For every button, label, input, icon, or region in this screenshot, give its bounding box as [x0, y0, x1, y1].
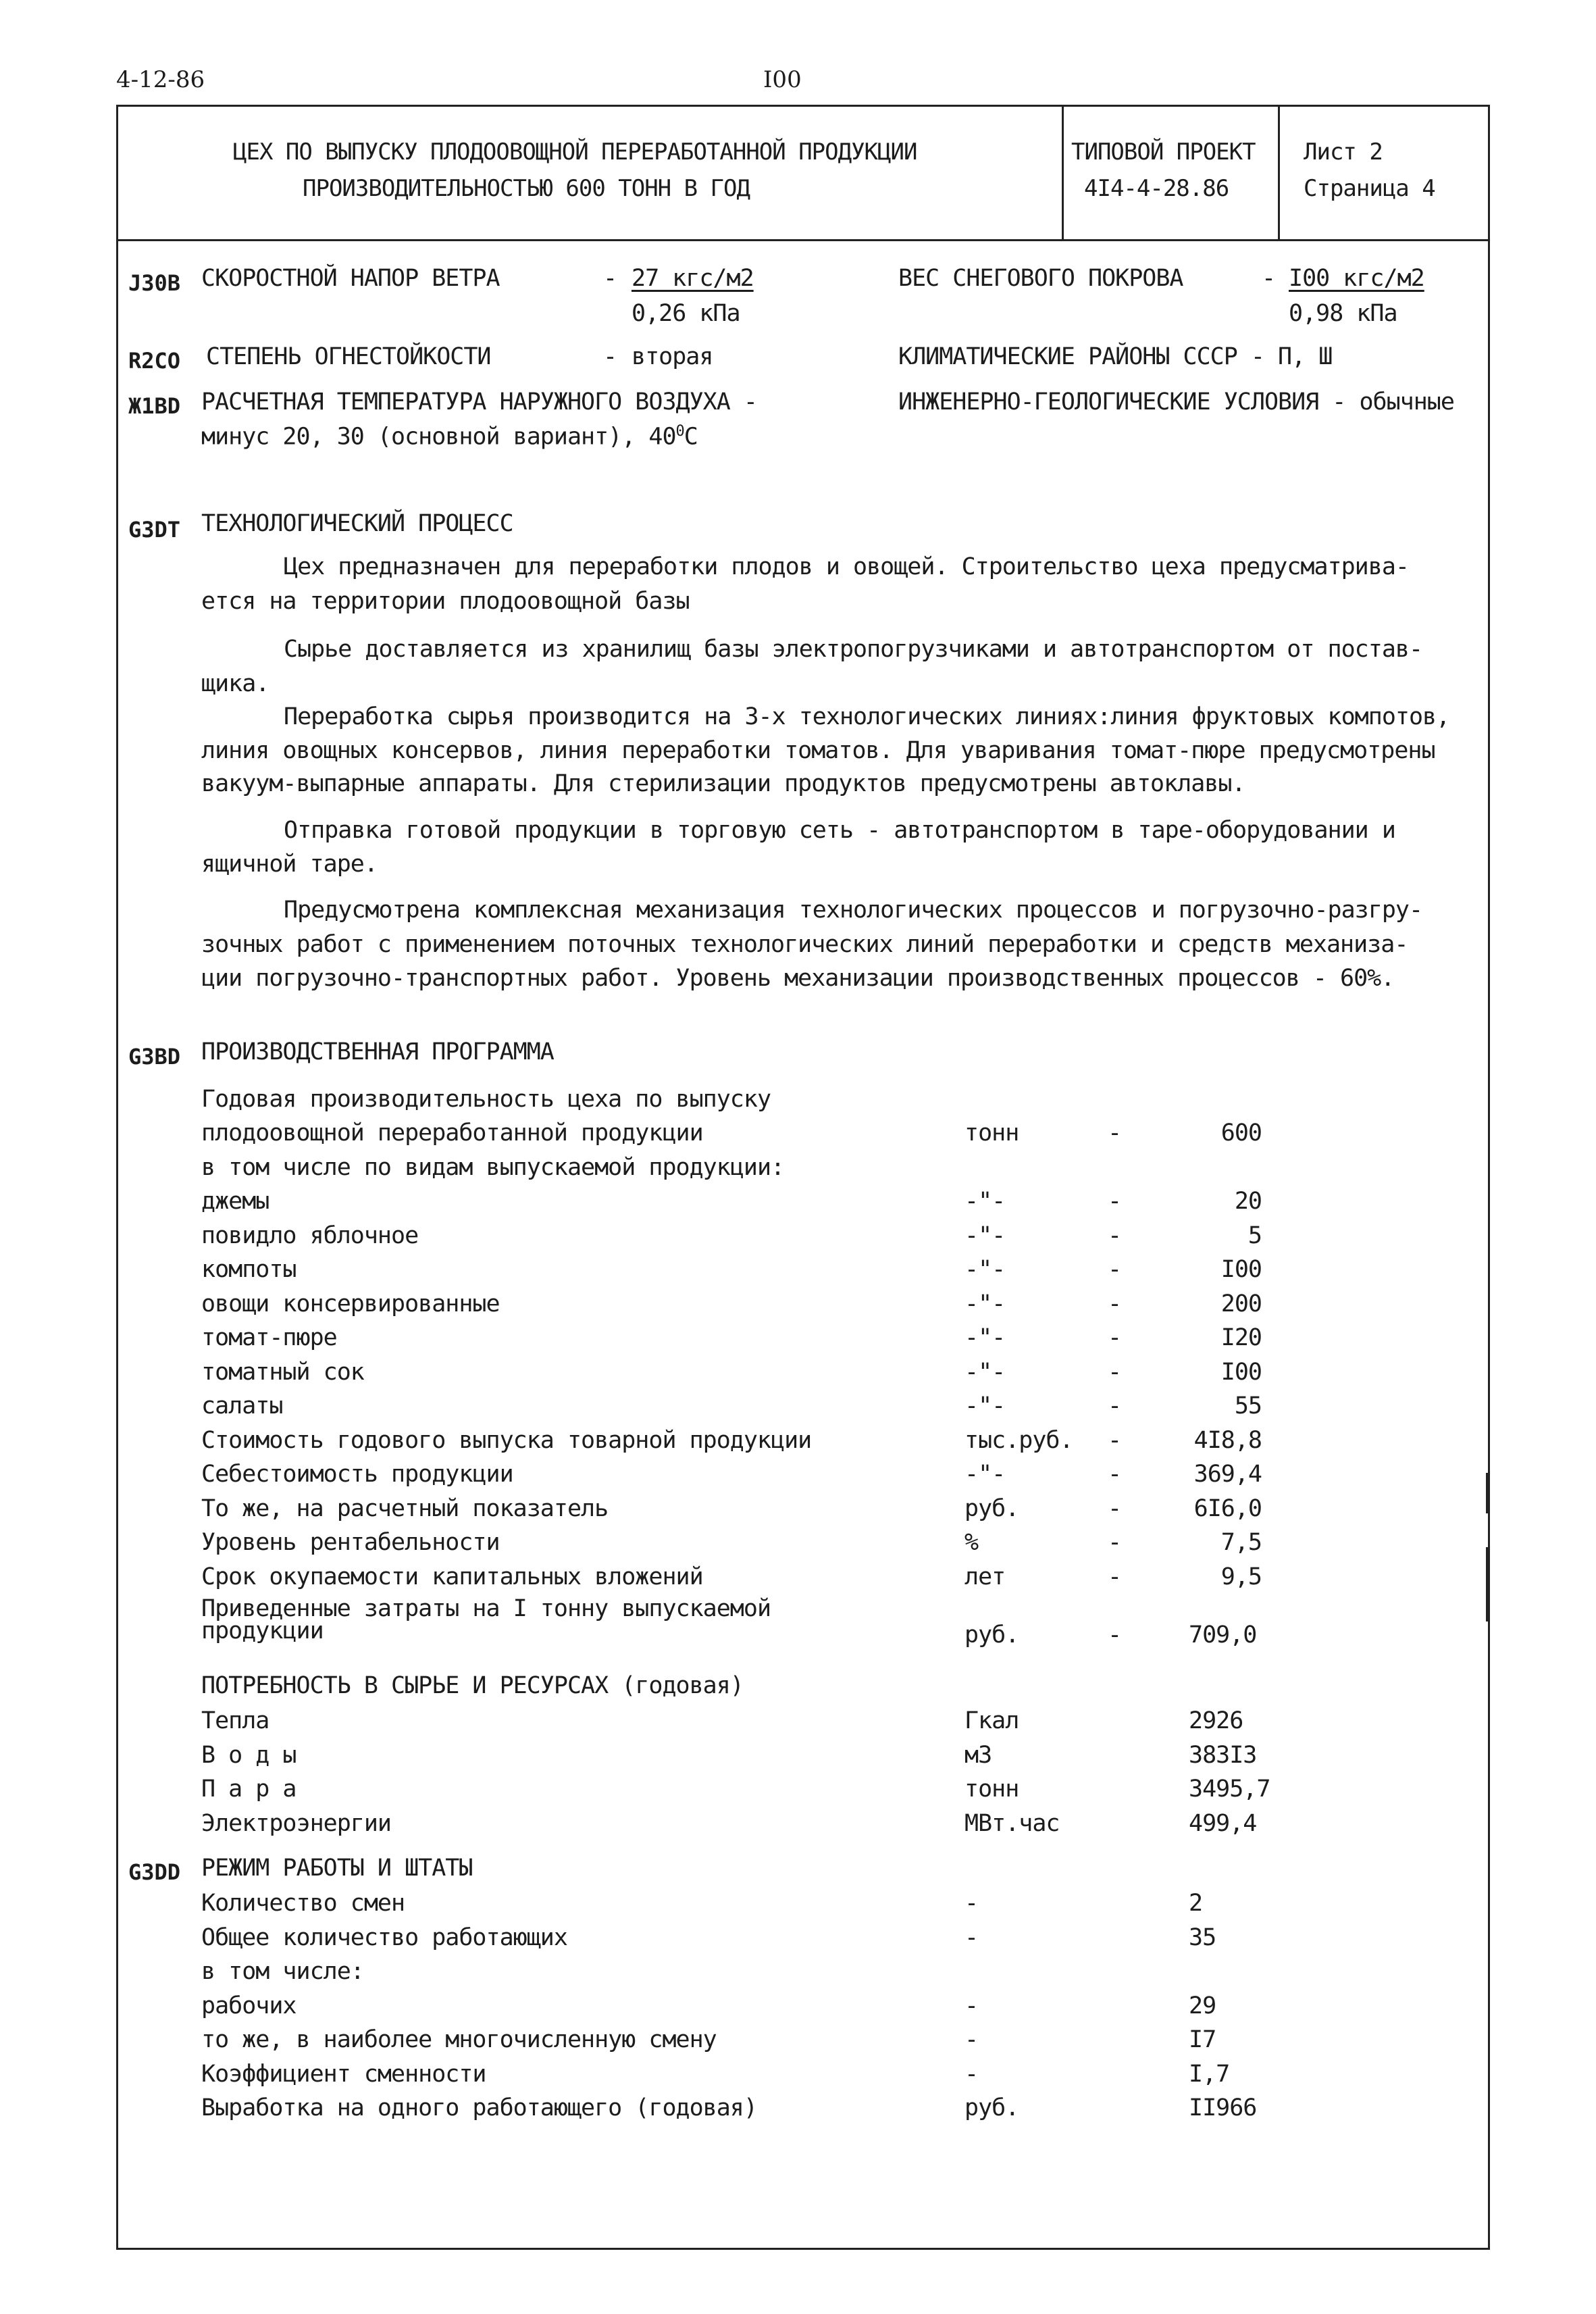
- program-row-dash: -: [1108, 1222, 1122, 1249]
- program-row-label: плодоовощной переработанной продукции: [201, 1120, 703, 1147]
- program-row-unit: -"-: [964, 1256, 1006, 1283]
- program-row-unit: -"-: [964, 1461, 1006, 1488]
- wind-label: СКОРОСТНОЙ НАПОР ВЕТРА: [201, 265, 500, 292]
- program-row-dash: -: [1108, 1461, 1122, 1488]
- program-row-dash: -: [1108, 1529, 1122, 1556]
- program-intro: Годовая производительность цеха по выпуску: [201, 1086, 771, 1113]
- snow-label: ВЕС СНЕГОВОГО ПОКРОВА: [898, 265, 1183, 292]
- staff-code: G3DD: [128, 1859, 181, 1885]
- program-row-value: 200: [1220, 1290, 1262, 1317]
- fire-label: СТЕПЕНЬ ОГНЕСТОЙКОСТИ: [206, 343, 491, 370]
- program-row-dash: -: [1108, 1290, 1122, 1317]
- snow-value: I00 кгс/м2: [1289, 265, 1424, 292]
- staff-row-value: I7: [1189, 2026, 1216, 2053]
- program-row-unit: -"-: [964, 1188, 1006, 1215]
- sheet-label: Лист 2: [1304, 139, 1383, 166]
- costs-label: Приведенные затраты на I тонну выпускаемой продукции: [201, 1595, 771, 1645]
- staff-row-value: 35: [1189, 1923, 1216, 1951]
- program-code: G3BD: [128, 1044, 181, 1070]
- staff-row-label: рабочих: [201, 1992, 297, 2019]
- program-row-label: в том числе по видам выпускаемой продукции:: [201, 1153, 785, 1181]
- program-row-dash: -: [1108, 1188, 1122, 1215]
- project-label: ТИПОВОЙ ПРОЕКТ: [1071, 139, 1256, 166]
- staff-title: РЕЖИМ РАБОТЫ И ШТАТЫ: [201, 1855, 473, 1882]
- program-row-label: джемы: [201, 1188, 269, 1215]
- resource-row-value: 3495,7: [1189, 1776, 1270, 1803]
- program-row-dash: -: [1108, 1563, 1122, 1590]
- staff-row-label: Общее количество работающих: [201, 1923, 567, 1951]
- staff-row-dash: -: [964, 1923, 979, 1951]
- program-row-unit: тонн: [964, 1120, 1019, 1147]
- staff-row-dash: -: [964, 1992, 979, 2019]
- program-row-value: I00: [1220, 1358, 1262, 1386]
- tech-line-3: щика.: [201, 670, 269, 697]
- wind-dash: -: [603, 265, 617, 292]
- program-row-unit: -"-: [964, 1290, 1006, 1317]
- tech-line-4: Переработка сырья производится на 3-х технологических линиях:линия фруктовых компотов,: [284, 703, 1450, 730]
- page-number: I00: [763, 66, 802, 93]
- fire-code: R2CO: [128, 348, 181, 374]
- header-title-line2: ПРОИЗВОДИТЕЛЬНОСТЬЮ 600 ТОНН В ГОД: [303, 175, 750, 202]
- program-row-unit: -"-: [964, 1222, 1006, 1249]
- costs-value: 709,0: [1189, 1621, 1257, 1649]
- tech-line-8: ящичной таре.: [201, 851, 378, 878]
- program-row-label: салаты: [201, 1392, 283, 1419]
- staff-row-label: Коэффициент сменности: [201, 2060, 486, 2088]
- staff-row-dash: -: [964, 2026, 979, 2053]
- header-block: [116, 105, 1490, 241]
- program-row-dash: -: [1108, 1392, 1122, 1419]
- program-row-label: Срок окупаемости капитальных вложений: [201, 1563, 703, 1590]
- program-row-unit: %: [964, 1529, 979, 1556]
- resource-row-label: Электроэнергии: [201, 1809, 392, 1837]
- tech-code: G3DT: [128, 517, 181, 543]
- program-row-label: томат-пюре: [201, 1324, 337, 1351]
- resource-row-unit: Гкал: [964, 1707, 1019, 1734]
- program-row-value: 7,5: [1220, 1529, 1262, 1556]
- staff-row-label: Количество смен: [201, 1890, 405, 1917]
- staff-row-value: 29: [1189, 1992, 1216, 2019]
- fire-value: вторая: [632, 343, 713, 370]
- program-row-unit: тыс.руб.: [964, 1426, 1073, 1454]
- program-row-unit: -"-: [964, 1324, 1006, 1351]
- project-number: 4I4-4-28.86: [1084, 175, 1229, 202]
- page-label: Страница 4: [1304, 175, 1435, 202]
- program-row-unit: руб.: [964, 1494, 1019, 1522]
- tech-line-1: ется на территории плодоовощной базы: [201, 588, 690, 615]
- resource-row-unit: тонн: [964, 1776, 1019, 1803]
- resource-row-value: 499,4: [1189, 1809, 1257, 1837]
- temp-label: РАСЧЕТНАЯ ТЕМПЕРАТУРА НАРУЖНОГО ВОЗДУХА -: [201, 388, 757, 416]
- program-row-value: I00: [1220, 1256, 1262, 1283]
- program-row-label: Уровень рентабельности: [201, 1529, 500, 1556]
- tech-line-0: Цех предназначен для переработки плодов и овощей. Строительство цеха предусматрива-: [284, 553, 1409, 580]
- resource-row-unit: МВт.час: [964, 1809, 1060, 1837]
- program-row-dash: -: [1108, 1358, 1122, 1386]
- header-divider-1: [1062, 105, 1064, 241]
- header-title-line1: ЦЕХ ПО ВЫПУСКУ ПЛОДООВОЩНОЙ ПЕРЕРАБОТАННОЙ ПРОДУКЦИИ: [233, 139, 917, 166]
- program-row-label: овощи консервированные: [201, 1290, 500, 1317]
- costs-dash: -: [1108, 1621, 1122, 1649]
- resources-title: ПОТРЕБНОСТЬ В СЫРЬЕ И РЕСУРСАХ (годовая): [201, 1672, 744, 1699]
- wind-value: 27 кгс/м2: [632, 265, 754, 292]
- program-row-dash: -: [1108, 1426, 1122, 1454]
- staff-row-label: Выработка на одного работающего (годовая): [201, 2094, 757, 2121]
- wind-value-kpa: 0,26 кПа: [632, 300, 740, 327]
- resource-row-value: 2926: [1189, 1707, 1243, 1734]
- header-divider-2: [1278, 105, 1280, 241]
- program-row-value: 55: [1234, 1392, 1262, 1419]
- resource-row-label: П а р а: [201, 1776, 297, 1803]
- tech-line-7: Отправка готовой продукции в торговую сеть - автотранспортом в таре-оборудовании и: [284, 817, 1395, 844]
- program-row-value: I20: [1220, 1324, 1262, 1351]
- staff-row-value: 2: [1189, 1890, 1203, 1917]
- tech-title: ТЕХНОЛОГИЧЕСКИЙ ПРОЦЕСС: [201, 510, 513, 537]
- program-row-value: 600: [1220, 1120, 1262, 1147]
- program-title: ПРОИЗВОДСТВЕННАЯ ПРОГРАММА: [201, 1038, 554, 1065]
- climate-label: КЛИМАТИЧЕСКИЕ РАЙОНЫ СССР - П, Ш: [898, 343, 1333, 370]
- snow-value-kpa: 0,98 кПа: [1289, 300, 1397, 327]
- program-row-label: Стоимость годового выпуска товарной продукции: [201, 1426, 812, 1454]
- program-row-label: повидло яблочное: [201, 1222, 419, 1249]
- program-row-unit: -"-: [964, 1358, 1006, 1386]
- temp-code: Ж1BD: [128, 393, 181, 419]
- program-row-value: 4I8,8: [1193, 1426, 1262, 1454]
- wind-code: J30B: [128, 270, 181, 296]
- staff-row-value: II966: [1189, 2094, 1257, 2121]
- program-row-value: 20: [1234, 1188, 1262, 1215]
- program-row-label: томатный сок: [201, 1358, 364, 1386]
- costs-unit: руб.: [964, 1621, 1019, 1649]
- staff-row-value: I,7: [1189, 2060, 1230, 2088]
- margin-tick-1: [1486, 1473, 1488, 1513]
- program-row-unit: -"-: [964, 1392, 1006, 1419]
- staff-row-dash: -: [964, 1890, 979, 1917]
- program-row-value: 6I6,0: [1193, 1494, 1262, 1522]
- resource-row-label: В о д ы: [201, 1741, 297, 1769]
- resource-row-unit: м3: [964, 1741, 992, 1769]
- geo-label: ИНЖЕНЕРНО-ГЕОЛОГИЧЕСКИЕ УСЛОВИЯ - обычные: [898, 388, 1454, 416]
- program-row-dash: -: [1108, 1494, 1122, 1522]
- tech-line-2: Сырье доставляется из хранилищ базы электропогрузчиками и автотранспортом от постав-: [284, 636, 1423, 663]
- temp-values: минус 20, 30 (основной вариант), $40^0С$: [201, 423, 698, 451]
- staff-row-dash: руб.: [964, 2094, 1019, 2121]
- program-row-dash: -: [1108, 1120, 1122, 1147]
- tech-line-5: линия овощных консервов, линия переработки томатов. Для уваривания томат-пюре предусмотрены: [201, 737, 1435, 764]
- staff-row-dash: -: [964, 2060, 979, 2088]
- tech-line-10: зочных работ с применением поточных технологических линий переработки и средств механиза-: [201, 931, 1408, 958]
- staff-row-label: в том числе:: [201, 1958, 364, 1985]
- tech-line-9: Предусмотрена комплексная механизация технологических процессов и погрузочно-разгру-: [284, 897, 1423, 924]
- program-row-label: компоты: [201, 1256, 297, 1283]
- resource-row-label: Тепла: [201, 1707, 269, 1734]
- program-row-value: 5: [1247, 1222, 1262, 1249]
- resource-row-value: 383I3: [1189, 1741, 1257, 1769]
- fire-dash: -: [603, 343, 617, 370]
- snow-dash: -: [1262, 265, 1276, 292]
- tech-line-6: вакуум-выпарные аппараты. Для стерилизации продуктов предусмотрены автоклавы.: [201, 770, 1245, 797]
- program-row-value: 369,4: [1193, 1461, 1262, 1488]
- program-row-label: Себестоимость продукции: [201, 1461, 513, 1488]
- tech-line-11: ции погрузочно-транспортных работ. Уровень механизации производственных процессов - 60%.: [201, 965, 1395, 992]
- staff-row-label: то же, в наиболее многочисленную смену: [201, 2026, 717, 2053]
- program-row-unit: лет: [964, 1563, 1006, 1590]
- doc-number: 4-12-86: [116, 66, 205, 93]
- program-row-label: То же, на расчетный показатель: [201, 1494, 609, 1522]
- program-row-value: 9,5: [1220, 1563, 1262, 1590]
- margin-tick-2: [1486, 1547, 1488, 1621]
- program-row-dash: -: [1108, 1256, 1122, 1283]
- program-row-dash: -: [1108, 1324, 1122, 1351]
